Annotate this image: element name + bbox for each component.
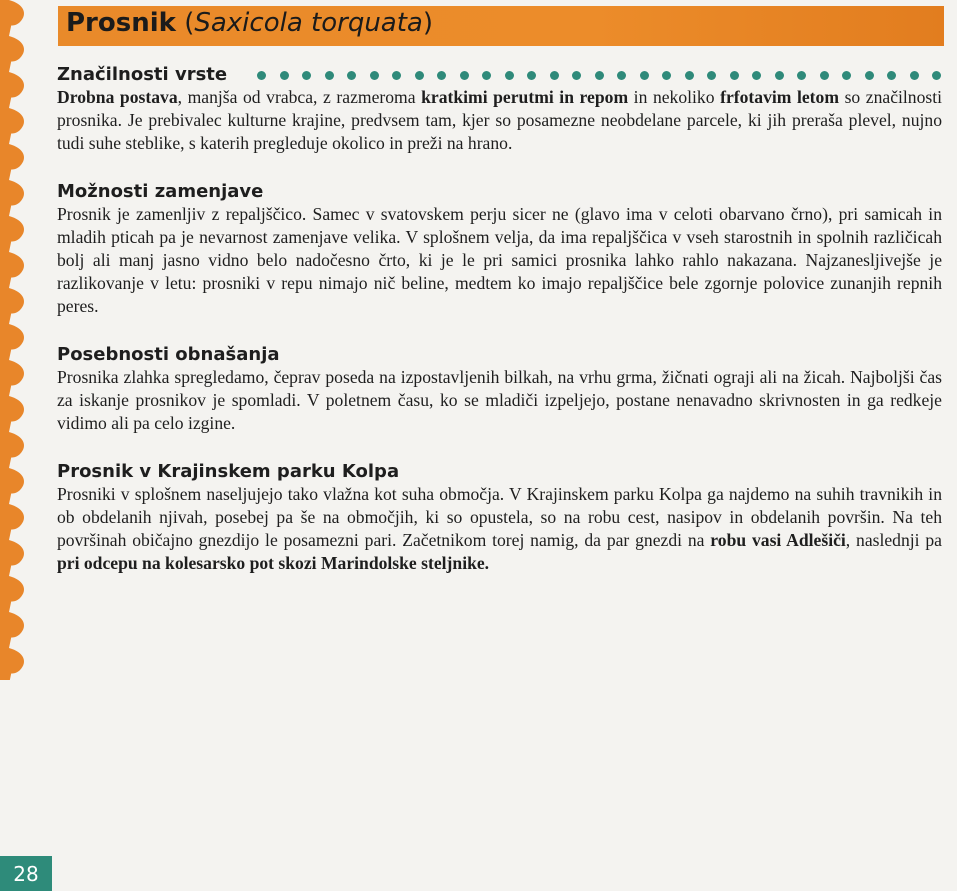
page-title xyxy=(66,8,433,38)
section-characteristics xyxy=(57,64,942,155)
divider-dot xyxy=(662,71,671,80)
divider-dot xyxy=(842,71,851,80)
section-paragraph xyxy=(57,203,942,318)
divider-dot xyxy=(347,71,356,80)
section-heading-text: Značilnosti vrste xyxy=(57,64,228,85)
divider-dot xyxy=(505,71,514,80)
divider-dot xyxy=(482,71,491,80)
divider-dot xyxy=(910,71,919,80)
divider-dot xyxy=(640,71,649,80)
body-text: Prosnika zlahka spregledamo, čeprav poseda na izpostavljenih bilkah, na vrhu grma, žičnati ograji ali na žicah. Najboljši čas za iskanje prosnikov je spomladi. V poletnem času, ko se mladiči izpeljejo, postane nenavadno skrivnosten in ga redkeje vidimo ali pa celo izgine. xyxy=(57,367,942,433)
section-heading xyxy=(57,344,942,366)
section-heading-text: Možnosti zamenjave xyxy=(57,181,264,202)
divider-dot xyxy=(752,71,761,80)
title-close-paren: ) xyxy=(422,8,434,38)
emphasis-text: robu vasi Adlešiči xyxy=(710,530,846,550)
divider-dot xyxy=(865,71,874,80)
divider-dot xyxy=(437,71,446,80)
divider-dot xyxy=(685,71,694,80)
page-number: 28 xyxy=(0,856,52,891)
divider-dot xyxy=(820,71,829,80)
divider-dot xyxy=(415,71,424,80)
section-heading-text: Posebnosti obnašanja xyxy=(57,344,280,365)
divider-dot xyxy=(887,71,896,80)
section-paragraph xyxy=(57,366,942,435)
emphasis-text: frfotavim letom xyxy=(720,87,839,107)
divider-dot xyxy=(572,71,581,80)
divider-dot xyxy=(325,71,334,80)
body-text: , manjša od vrabca, z razmeroma xyxy=(177,87,422,107)
body-text: in nekoliko xyxy=(628,87,721,107)
divider-dot xyxy=(370,71,379,80)
section-heading xyxy=(57,181,942,203)
title-open-paren: ( xyxy=(175,8,195,38)
section-heading-text: Prosnik v Krajinskem parku Kolpa xyxy=(57,461,400,482)
divider-dot xyxy=(730,71,739,80)
decorative-scroll-border xyxy=(0,0,30,680)
section-kolpa-park xyxy=(57,461,942,575)
divider-dot xyxy=(460,71,469,80)
section-confusion xyxy=(57,181,942,318)
divider-dot xyxy=(707,71,716,80)
dot-divider xyxy=(257,71,941,80)
section-heading xyxy=(57,461,942,483)
divider-dot xyxy=(797,71,806,80)
divider-dot xyxy=(527,71,536,80)
divider-dot xyxy=(932,71,941,80)
divider-dot xyxy=(550,71,559,80)
body-text: Prosnik je zamenljiv z repaljščico. Samec v svatovskem perju sicer ne (glavo ima v celoti obarvano črno), pri samicah in mladih pticah pa je nevarnost zamenjave velika. V splošnem velja, da ima repaljščica v vseh starostnih in spolnih različicah bolj ali manj jasno vidno belo nadočesno črto, ki je le pri samici prosnika lahko rahlo nakazana. Najzanesljivejše je razlikovanje v letu: prosniki v repu nimajo nič beline, medtem ko imajo repaljščice bele zgornje polovice zunanjih repnih peres. xyxy=(57,204,942,316)
section-paragraph xyxy=(57,86,942,155)
divider-dot xyxy=(302,71,311,80)
body-text: Prosniki v splošnem naseljujejo tako vlažna kot suha območja. V Krajinskem parku Kolpa ga najdemo na suhih travnikih in ob obdelanih njivah, posebej pa še na območjih, ki so opustela, so na robu cest, nasipov in obdelanih površin. Na teh površinah običajno gnezdijo le posamezni pari. Začetnikom torej namig, da par gnezdi na xyxy=(57,484,942,550)
divider-dot xyxy=(280,71,289,80)
divider-dot xyxy=(392,71,401,80)
emphasis-text: Drobna postava xyxy=(57,87,178,107)
section-paragraph xyxy=(57,483,942,575)
section-heading xyxy=(57,64,942,86)
body-text: , naslednji pa xyxy=(845,530,942,550)
emphasis-text: kratkimi perutmi in repom xyxy=(421,87,629,107)
title-bar xyxy=(58,6,944,46)
divider-dot xyxy=(617,71,626,80)
divider-dot xyxy=(257,71,266,80)
title-latin-name: Saxicola torquata xyxy=(194,8,423,38)
body-text: so značilnosti prosnika. Je prebivalec kulturne krajine, predvsem tam, kjer so posamezne neobdelane parcele, ki jih preraša plevel, nujno tudi suhe steblike, s katerih pregleduje okolico in preži na hrano. xyxy=(57,87,943,153)
article-body xyxy=(57,64,942,601)
emphasis-text: pri odcepu na kolesarsko pot skozi Marindolske steljnike. xyxy=(57,553,490,573)
divider-dot xyxy=(775,71,784,80)
title-species-name: Prosnik xyxy=(66,8,176,38)
divider-dot xyxy=(595,71,604,80)
section-behaviour xyxy=(57,344,942,435)
